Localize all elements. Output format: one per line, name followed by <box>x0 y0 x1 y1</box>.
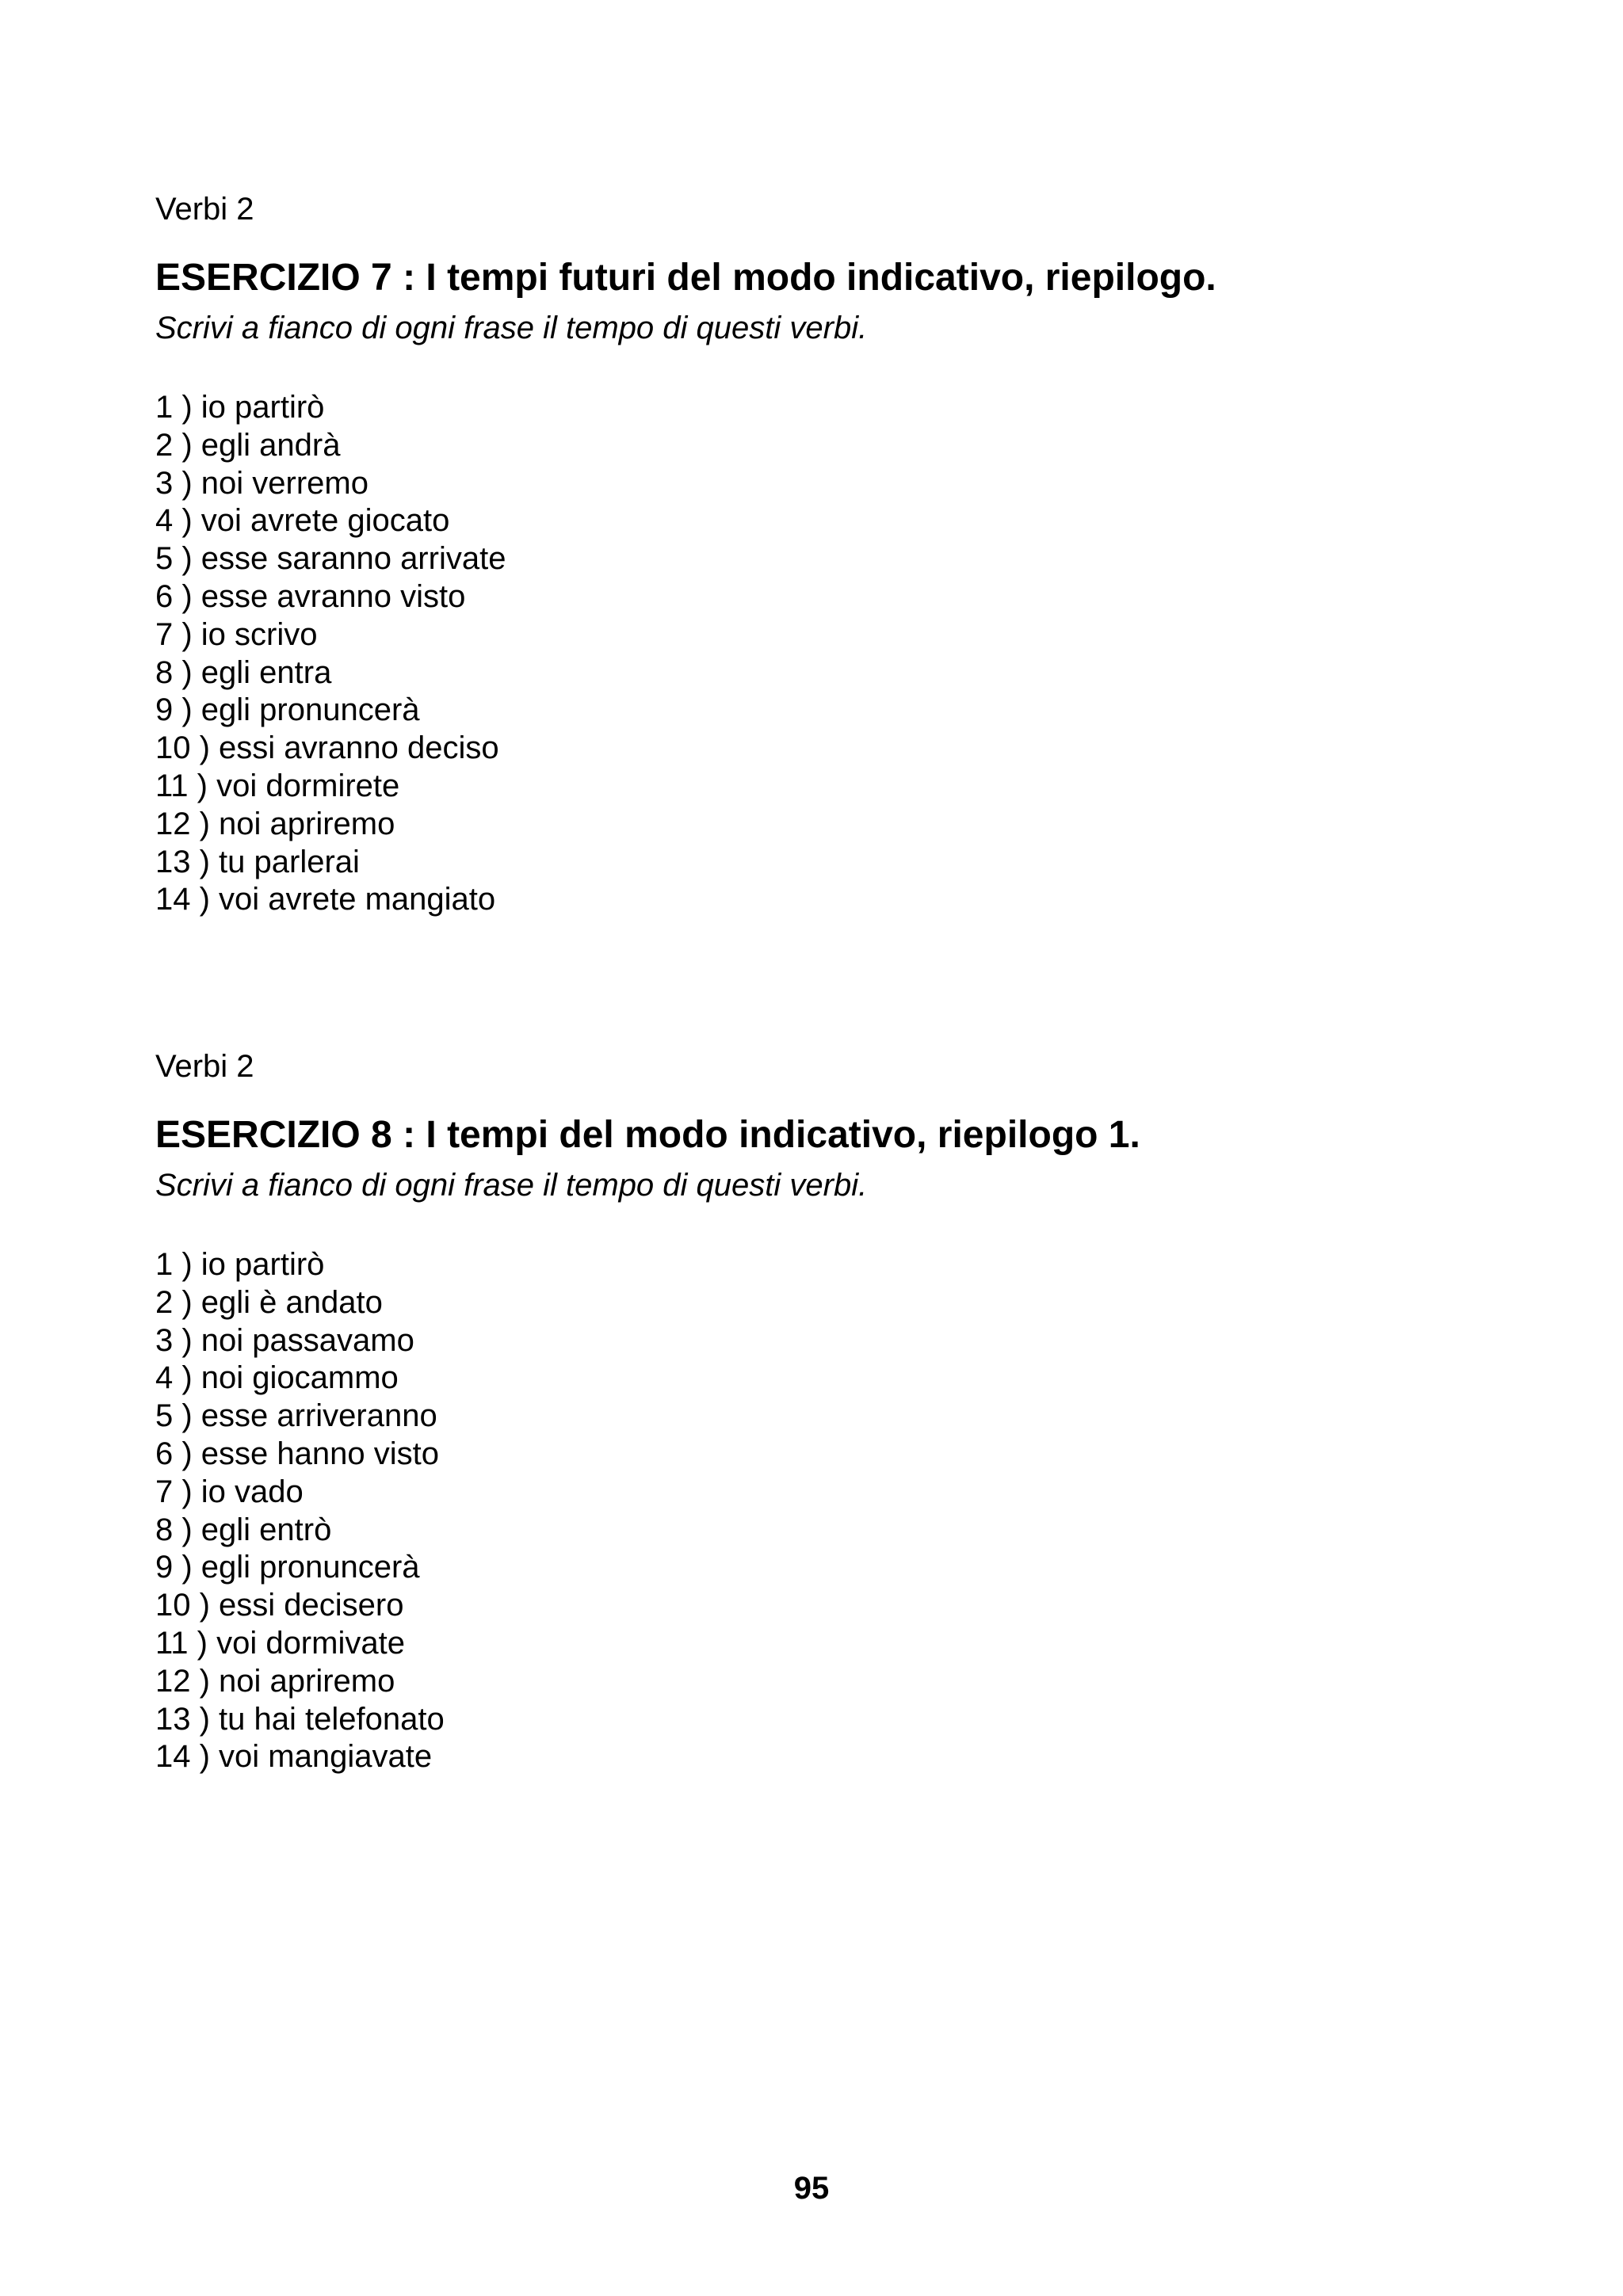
exercise-item-list <box>155 389 1503 919</box>
exercise-title: ESERCIZIO 8 : I tempi del modo indicativo, riepilogo 1. <box>155 1114 1140 1156</box>
page-number: 95 <box>793 2171 830 2206</box>
exercise-instruction: Scrivi a fianco di ogni frase il tempo di questi verbi. <box>155 1168 868 1203</box>
list-item: 9 ) egli pronuncerà <box>155 692 420 728</box>
section-label: Verbi 2 <box>155 192 254 227</box>
list-item: 5 ) esse arriveranno <box>155 1398 437 1434</box>
list-item: 14 ) voi avrete mangiato <box>155 882 496 917</box>
list-item: 14 ) voi mangiavate <box>155 1739 433 1775</box>
list-item: 11 ) voi dormivate <box>155 1625 405 1661</box>
list-item: 3 ) noi verremo <box>155 465 369 501</box>
list-item: 13 ) tu parlerai <box>155 844 360 879</box>
exercise-8-section <box>155 1047 1503 1776</box>
list-item: 8 ) egli entrò <box>155 1512 332 1547</box>
list-item: 5 ) esse saranno arrivate <box>155 541 506 577</box>
list-item: 2 ) egli andrà <box>155 427 341 463</box>
list-item: 12 ) noi apriremo <box>155 1663 395 1699</box>
list-item: 3 ) noi passavamo <box>155 1322 414 1358</box>
list-item: 4 ) voi avrete giocato <box>155 503 450 539</box>
list-item: 6 ) esse hanno visto <box>155 1436 439 1471</box>
list-item: 10 ) essi decisero <box>155 1588 404 1623</box>
list-item: 6 ) esse avranno visto <box>155 578 466 614</box>
list-item: 1 ) io partirò <box>155 390 325 425</box>
exercise-item-list <box>155 1246 1503 1776</box>
exercise-title: ESERCIZIO 7 : I tempi futuri del modo indicativo, riepilogo. <box>155 257 1216 299</box>
section-label: Verbi 2 <box>155 1049 254 1084</box>
list-item: 1 ) io partirò <box>155 1247 325 1282</box>
list-item: 8 ) egli entra <box>155 654 332 690</box>
list-item: 13 ) tu hai telefonato <box>155 1701 445 1737</box>
list-item: 10 ) essi avranno deciso <box>155 730 499 766</box>
list-item: 7 ) io vado <box>155 1474 304 1509</box>
list-item: 9 ) egli pronuncerà <box>155 1550 420 1585</box>
exercise-7-section <box>155 190 1503 919</box>
list-item: 2 ) egli è andato <box>155 1284 383 1320</box>
list-item: 12 ) noi apriremo <box>155 806 395 841</box>
list-item: 4 ) noi giocammo <box>155 1360 399 1396</box>
list-item: 7 ) io scrivo <box>155 616 318 652</box>
list-item: 11 ) voi dormirete <box>155 768 400 803</box>
exercise-instruction: Scrivi a fianco di ogni frase il tempo di questi verbi. <box>155 311 868 345</box>
